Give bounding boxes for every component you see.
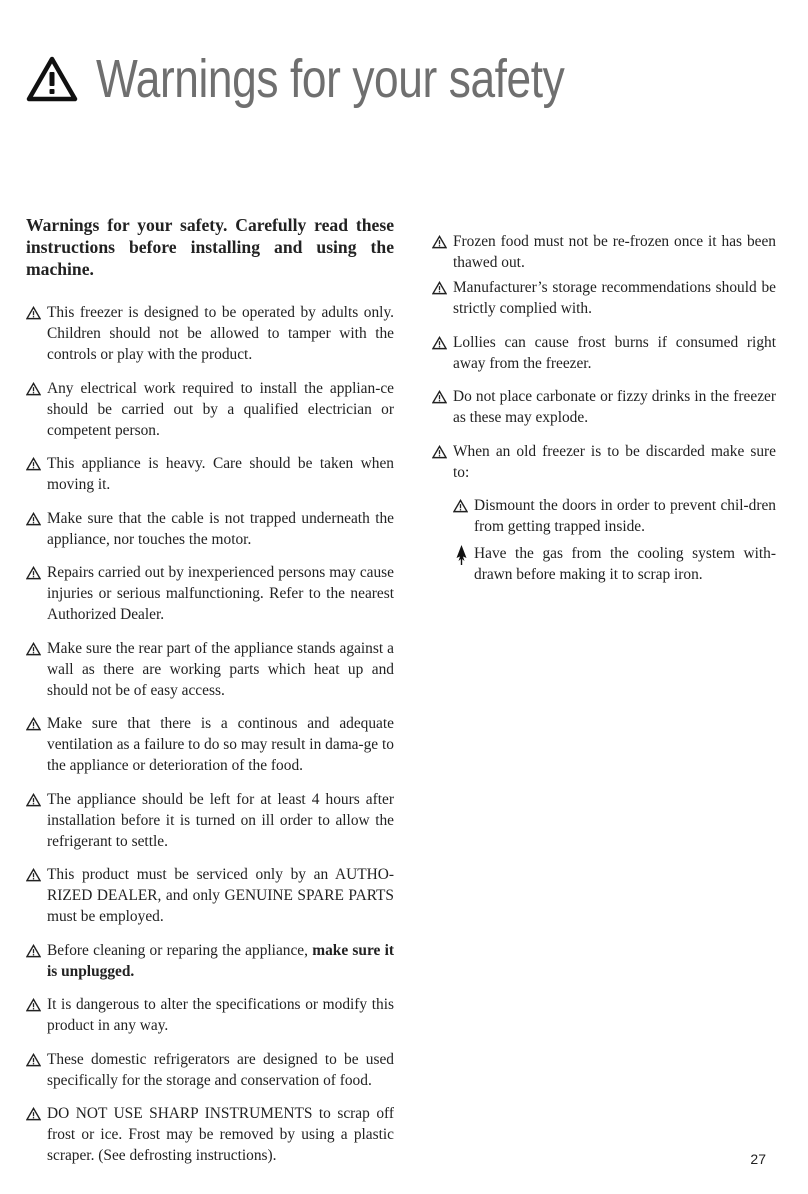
warning-item: Make sure the rear part of the appliance stands against a wall as there are working parts which heat up and should not be of easy access. [26, 638, 394, 701]
warning-item: Lollies can cause frost burns if consumed right away from the freezer. [432, 332, 776, 374]
warning-item: Do not place carbonate or fizzy drinks in the freezer as these may explode. [432, 386, 776, 428]
warning-triangle-icon [26, 382, 41, 396]
warning-triangle-icon [26, 457, 41, 471]
warning-item: Manufacturer’s storage recommendations should be strictly complied with. [432, 277, 776, 319]
page-header [26, 44, 667, 114]
warning-item: This appliance is heavy. Care should be taken when moving it. [26, 453, 394, 495]
sub-warning-item: Have the gas from the cooling system with-drawn before making it to scrap iron. [453, 543, 776, 585]
warning-triangle-icon [26, 566, 41, 580]
tree-icon [456, 545, 467, 565]
warning-item: The appliance should be left for at least 4 hours after installation before it is turned on ill order to allow the refrigerant to settle. [26, 789, 394, 852]
warning-triangle-icon [432, 390, 447, 404]
warning-triangle-icon [432, 235, 447, 249]
warning-item: Make sure that the cable is not trapped underneath the appliance, nor touches the motor. [26, 508, 394, 550]
warning-triangle-icon [26, 944, 41, 958]
warning-triangle-icon [26, 868, 41, 882]
warning-triangle-icon [26, 793, 41, 807]
warning-triangle-icon [432, 336, 447, 350]
warning-triangle-icon [432, 445, 447, 459]
warning-item: DO NOT USE SHARP INSTRUMENTS to scrap off frost or ice. Frost may be removed by using a plastic scraper. (See defrosting instructions). [26, 1103, 394, 1166]
warning-item: Frozen food must not be re-frozen once it has been thawed out. [432, 231, 776, 273]
warning-triangle-icon [26, 717, 41, 731]
intro-text: Warnings for your safety. Carefully read these instructions before installing and using the machine. [26, 215, 394, 279]
warning-triangle-icon [26, 1107, 41, 1121]
left-column [26, 214, 394, 1179]
warning-triangle-icon [432, 281, 447, 295]
warning-item-unplug: Before cleaning or reparing the appliance, make sure it is unplugged. [26, 940, 394, 982]
warning-item: Make sure that there is a continous and adequate ventilation as a failure to do so may result in dama-ge to the appliance or deterioration of the food. [26, 713, 394, 776]
warning-item: Any electrical work required to install the applian-ce should be carried out by a qualified electrician or competent person. [26, 378, 394, 441]
warning-item: When an old freezer is to be discarded make sure to: [432, 441, 776, 483]
warning-item: Repairs carried out by inexperienced persons may cause injuries or serious malfunctioning. Refer to the nearest Authorized Dealer. [26, 562, 394, 625]
right-column [432, 231, 776, 598]
page-title: Warnings for your safety [96, 49, 565, 109]
warning-item: These domestic refrigerators are designed to be used specifically for the storage and conservation of food. [26, 1049, 394, 1091]
warning-item: It is dangerous to alter the specifications or modify this product in any way. [26, 994, 394, 1036]
warning-triangle-icon [26, 56, 78, 102]
warning-triangle-icon [26, 998, 41, 1012]
sub-warning-item: Dismount the doors in order to prevent chil-dren from getting trapped inside. [453, 495, 776, 537]
warning-item: This product must be serviced only by an AUTHO-RIZED DEALER, and only GENUINE SPARE PARTS must be employed. [26, 864, 394, 927]
warning-triangle-icon [453, 499, 468, 513]
warning-triangle-icon [26, 642, 41, 656]
page-number: 27 [750, 1151, 766, 1167]
warning-triangle-icon [26, 1053, 41, 1067]
warning-triangle-icon [26, 512, 41, 526]
warning-triangle-icon [26, 306, 41, 320]
warning-item: This freezer is designed to be operated by adults only. Children should not be allowed to tamper with the controls or play with the product. [26, 302, 394, 365]
